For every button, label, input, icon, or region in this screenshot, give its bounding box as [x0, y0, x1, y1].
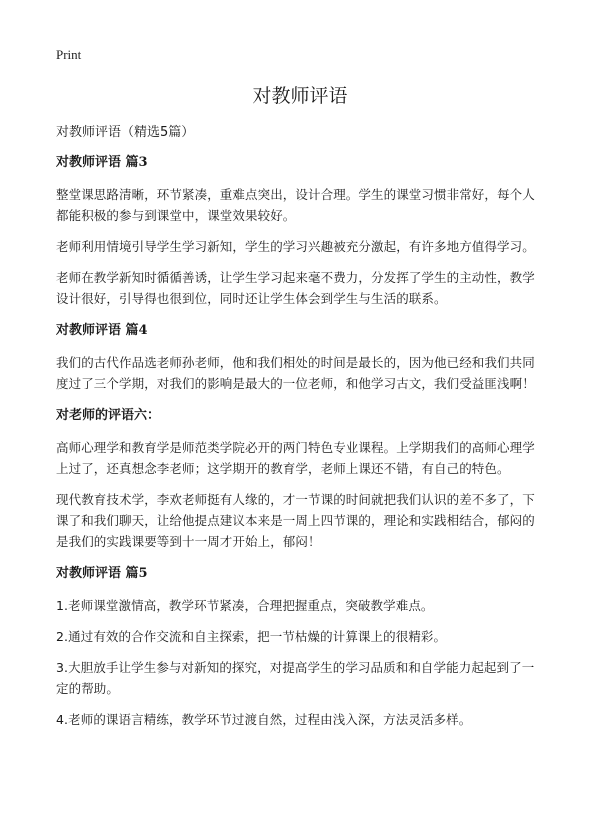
list-item: 4.老师的课语言精练，教学环节过渡自然，过程由浅入深，方法灵活多样。 — [56, 712, 472, 727]
paragraph: 老师在教学新知时循循善诱，让学生学习起来毫不费力，分发挥了学生的主动性，教学设计很好，引导得也很到位，同时还让学生体会到学生与生活的联系。 — [56, 270, 535, 306]
list-item: 1.老师课堂激情高，教学环节紧凑，合理把握重点，突破教学难点。 — [56, 598, 434, 613]
paragraph: 高师心理学和教育学是师范类学院必开的两门特色专业课程。上学期我们的高师心理学上过了，还真想念李老师；这学期开的教育学，老师上课还不错，有自己的特色。 — [56, 440, 535, 476]
page-title: 对教师评语 — [252, 85, 348, 107]
list-item: 2.通过有效的合作交流和自主探索，把一节枯燥的计算课上的很精彩。 — [56, 629, 447, 644]
paragraph: 我们的古代作品选老师孙老师，他和我们相处的时间是最长的，因为他已经和我们共同度过了三个学期，对我们的影响是最大的一位老师，和他学习古文，我们受益匪浅啊！ — [56, 355, 535, 391]
section-heading: 对教师评语 篇3 — [56, 155, 148, 170]
print-link[interactable]: Print — [56, 47, 82, 62]
paragraph: 现代教育技术学，李欢老师挺有人缘的，才一节课的时间就把我们认识的差不多了，下课了和我们聊天，让给他提点建议本来是一周上四节课的，理论和实践相结合，郁闷的是我们的实践课要等到十一周才开始上，郁闷！ — [56, 492, 535, 549]
section-heading: 对教师评语 篇5 — [56, 566, 148, 581]
list-item: 3.大胆放手让学生参与对新知的探究，对提高学生的学习品质和和自学能力起起到了一定的帮助。 — [56, 660, 535, 696]
document-subtitle: 对教师评语（精选5篇） — [56, 125, 195, 140]
paragraph: 老师利用情境引导学生学习新知，学生的学习兴趣被充分激起，有许多地方值得学习。 — [56, 239, 535, 254]
section-heading: 对老师的评语六： — [56, 408, 161, 423]
section-heading: 对教师评语 篇4 — [56, 323, 148, 338]
paragraph: 整堂课思路清晰，环节紧凑，重难点突出，设计合理。学生的课堂习惯非常好，每个人都能积极的参与到课堂中，课堂效果较好。 — [56, 187, 535, 223]
